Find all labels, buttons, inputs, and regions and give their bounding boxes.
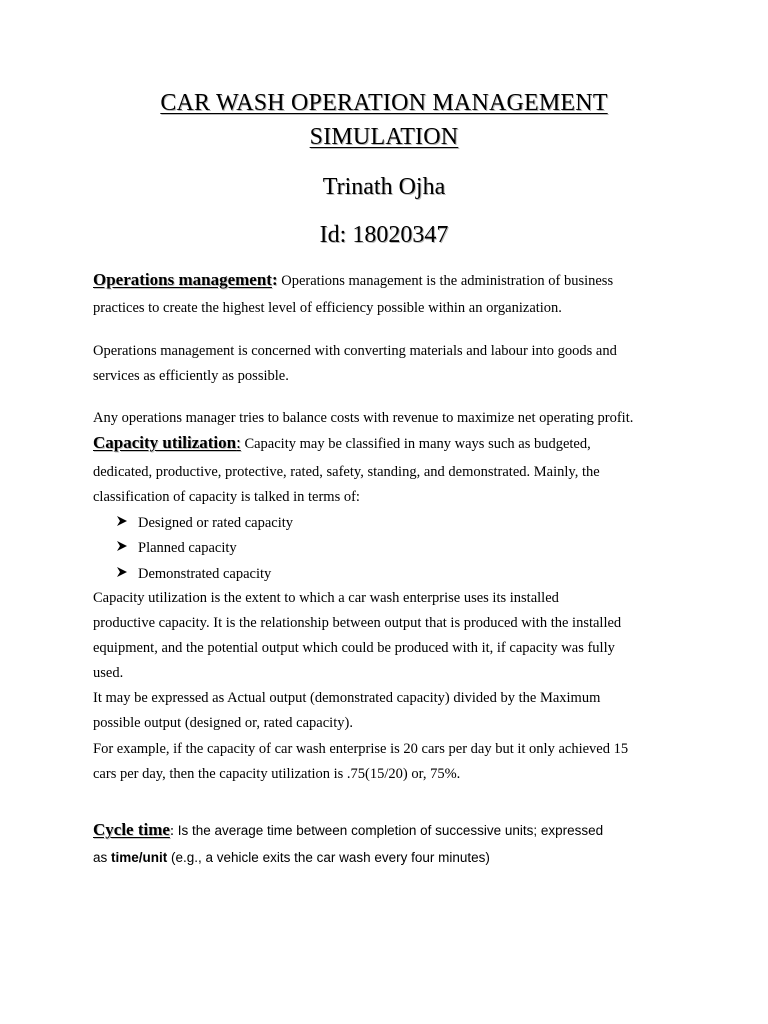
cycle-time-unit: time/unit	[111, 850, 168, 865]
capacity-para-line: It may be expressed as Actual output (demonstrated capacity) divided by the Maximum	[93, 690, 601, 706]
cycle-time-text-1: Is the average time between completion of successive units; expressed	[173, 823, 604, 838]
student-id: Id: 18020347	[319, 222, 449, 248]
document-title	[0, 86, 768, 154]
cycle-time-example: (e.g., a vehicle exits the car wash every four minutes)	[167, 850, 490, 865]
capacity-para-line: possible output (designed or, rated capacity).	[93, 715, 353, 731]
operations-heading-colon: :	[271, 270, 278, 289]
cycle-time-heading-colon: :	[169, 823, 174, 839]
capacity-heading: Capacity utilization	[93, 433, 237, 452]
capacity-para-line: used.	[93, 665, 124, 681]
operations-para2-line-2: services as efficiently as possible.	[93, 368, 289, 384]
arrowhead-bullet-icon	[117, 541, 127, 551]
cycle-time-line-1	[93, 820, 603, 840]
cycle-time-prefix: as	[93, 850, 112, 865]
title-line-1: CAR WASH OPERATION MANAGEMENT	[160, 90, 608, 116]
capacity-bullet-label: Demonstrated capacity	[138, 566, 272, 582]
capacity-bullet-item	[117, 515, 293, 532]
capacity-para-line: cars per day, then the capacity utilization is .75(15/20) or, 75%.	[93, 766, 461, 782]
author-name: Trinath Ojha	[322, 174, 446, 200]
capacity-line-1	[93, 433, 591, 453]
capacity-bullet-label: Planned capacity	[138, 540, 237, 556]
capacity-text-1: Capacity may be classified in many ways such as budgeted,	[240, 436, 591, 452]
cycle-time-line-2	[93, 850, 490, 867]
operations-line-1	[93, 270, 613, 290]
title-line-2: SIMULATION	[309, 124, 459, 150]
cycle-time-heading: Cycle time	[93, 820, 170, 839]
capacity-bullet-label: Designed or rated capacity	[138, 515, 293, 531]
capacity-para-line: equipment, and the potential output which could be produced with it, if capacity was fully	[93, 640, 615, 656]
operations-para2-line-1: Operations management is concerned with converting materials and labour into goods and	[93, 343, 617, 359]
capacity-bullet-item	[117, 540, 237, 557]
arrowhead-bullet-icon	[117, 567, 127, 577]
capacity-para-line: Capacity utilization is the extent to which a car wash enterprise uses its installed	[93, 590, 559, 606]
capacity-heading-colon: :	[236, 433, 241, 452]
capacity-line-2: dedicated, productive, protective, rated, safety, standing, and demonstrated. Mainly, the	[93, 464, 600, 480]
operations-text-1: Operations management is the administration of business	[277, 273, 614, 289]
operations-line-2: practices to create the highest level of efficiency possible within an organization.	[93, 300, 562, 316]
capacity-para-line: For example, if the capacity of car wash enterprise is 20 cars per day but it only achieved 15	[93, 741, 629, 757]
arrowhead-bullet-icon	[117, 516, 127, 526]
capacity-para-line: productive capacity. It is the relationship between output that is produced with the installed	[93, 615, 622, 631]
operations-heading: Operations management	[93, 270, 272, 289]
operations-para3: Any operations manager tries to balance costs with revenue to maximize net operating profit.	[93, 410, 634, 426]
capacity-bullet-item	[117, 566, 271, 583]
capacity-line-3: classification of capacity is talked in terms of:	[93, 489, 360, 505]
